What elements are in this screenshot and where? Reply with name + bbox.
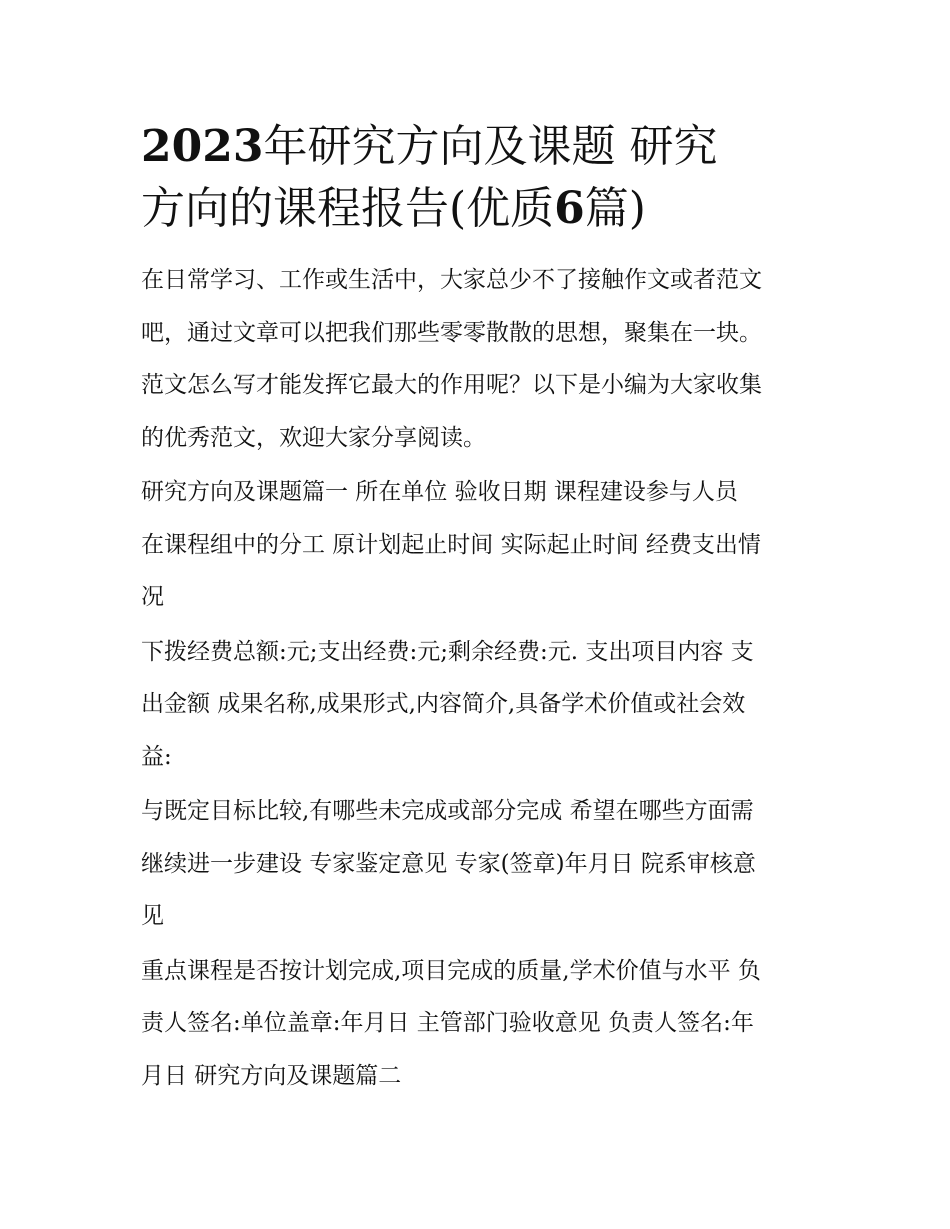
title-line-2-text: 方向的课程报告(优质 <box>141 183 555 234</box>
paragraph-line: 范文怎么写才能发挥它最大的作用呢？以下是小编为大家收集 <box>141 372 762 398</box>
paragraph-line: 月日 研究方向及课题篇二 <box>141 1062 402 1089</box>
paragraph-line: 出金额 成果名称,成果形式,内容简介,具备学术价值或社会效 <box>141 691 746 717</box>
paragraph-line: 在课程组中的分工 原计划起止时间 实际起止时间 经费支出情 <box>141 531 761 558</box>
title-line-2-end: 篇) <box>584 183 646 234</box>
title-year: 2023 <box>141 121 264 172</box>
title-line-1 <box>141 116 821 178</box>
paragraph-line: 研究方向及课题篇一 所在单位 验收日期 课程建设参与人员 <box>141 479 738 505</box>
paragraph-line: 见 <box>141 903 164 929</box>
paragraph-line: 吧，通过文章可以把我们那些零零散散的思想，聚集在一块。 <box>141 319 762 346</box>
intro-paragraph <box>141 254 821 464</box>
document-title <box>141 116 821 240</box>
paragraph-line: 况 <box>141 584 164 610</box>
title-line-2 <box>141 178 821 240</box>
paragraph-line: 的优秀范文，欢迎大家分享阅读。 <box>141 424 486 451</box>
paragraph-line: 重点课程是否按计划完成,项目完成的质量,学术价值与水平 负 <box>141 957 761 984</box>
title-line-1-text: 年研究方向及课题 研究 <box>263 121 718 172</box>
paragraph-line: 继续进一步建设 专家鉴定意见 专家(签章)年月日 院系审核意 <box>141 850 756 877</box>
evaluation-paragraph <box>141 785 821 943</box>
document-body <box>141 116 821 1104</box>
paragraph-line: 在日常学习、工作或生活中，大家总少不了接触作文或者范文 <box>141 267 762 293</box>
funding-paragraph <box>141 626 821 784</box>
paragraph-line: 下拨经费总额:元;支出经费:元;剩余经费:元. 支出项目内容 支 <box>141 638 754 665</box>
paragraph-line: 与既定目标比较,有哪些未完成或部分完成 希望在哪些方面需 <box>141 798 754 824</box>
paragraph-line: 责人签名:单位盖章:年月日 主管部门验收意见 负责人签名:年 <box>141 1010 754 1036</box>
section-one-paragraph <box>141 466 821 624</box>
paragraph-line: 益: <box>141 743 172 770</box>
approval-paragraph <box>141 945 821 1103</box>
title-count: 6 <box>554 183 585 234</box>
